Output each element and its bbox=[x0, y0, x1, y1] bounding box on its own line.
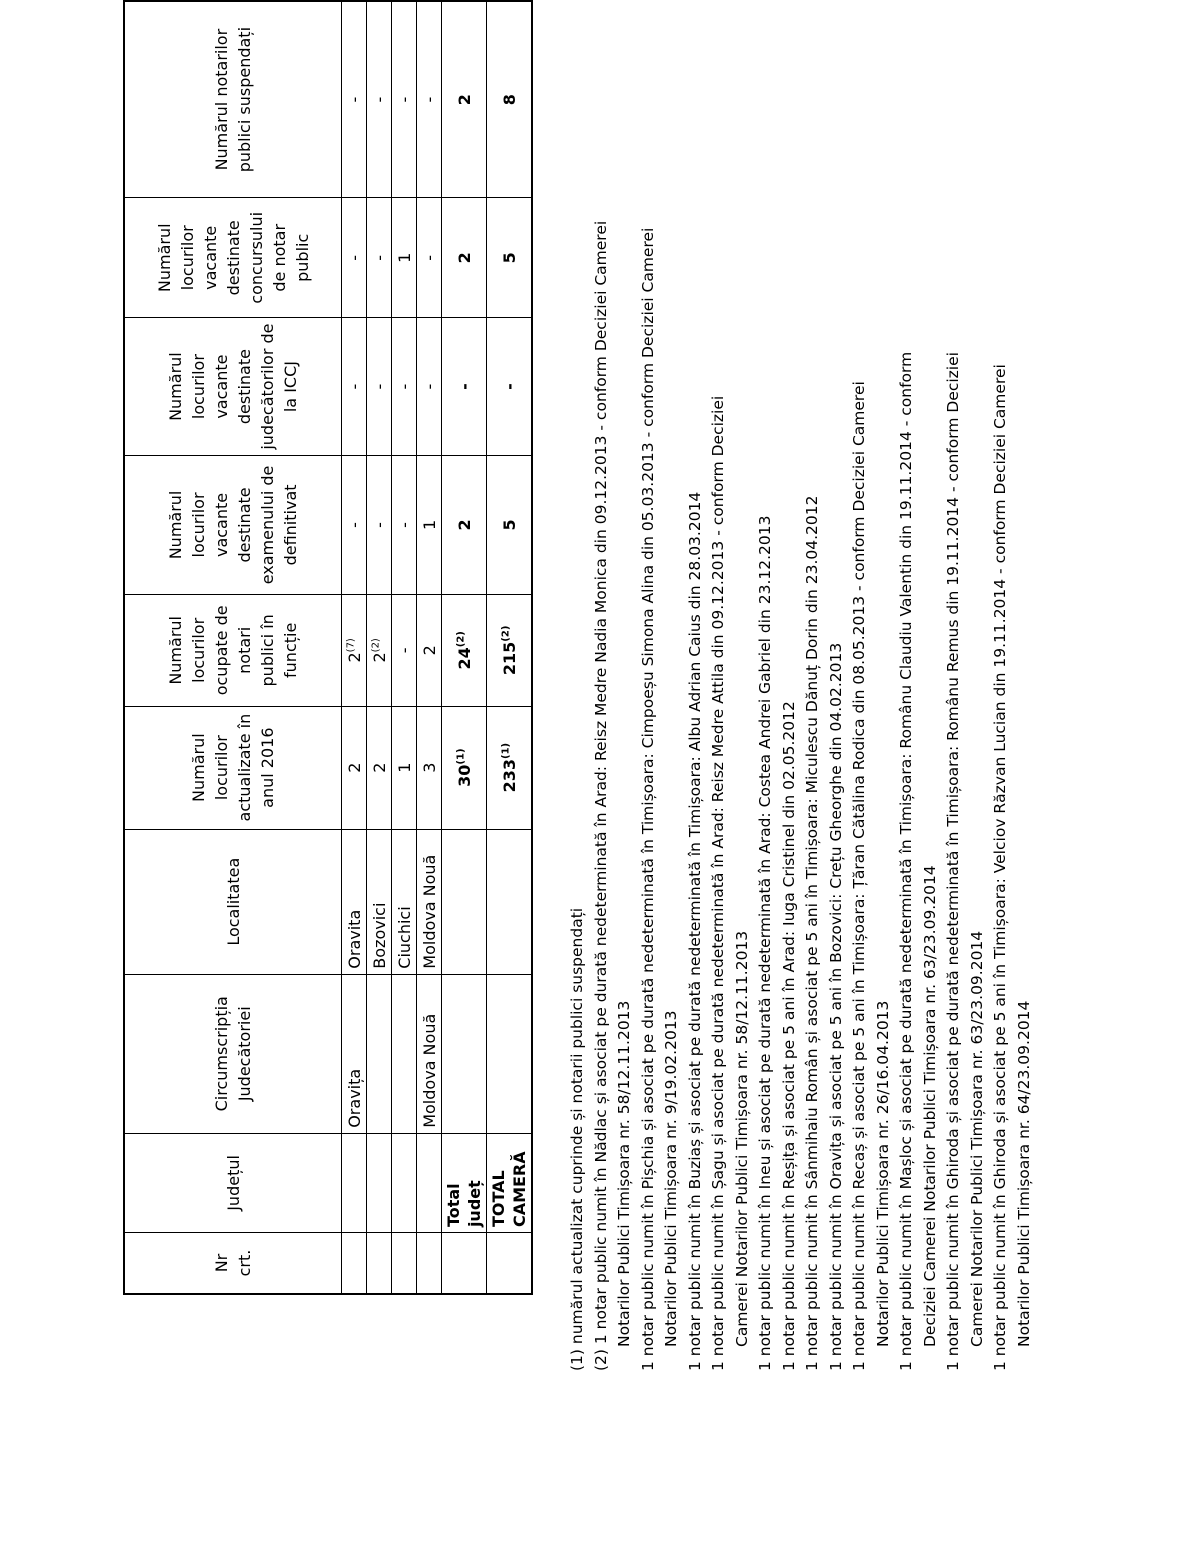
header-circumscriptie: Circumscripția Judecătoriei bbox=[124, 974, 342, 1133]
footnote-ref: (2) bbox=[500, 625, 512, 642]
footnote-line: (1) numărul actualizat cuprinde și notarii publici suspendați bbox=[568, 907, 586, 1371]
cell-vacante-iccj: - bbox=[367, 318, 392, 455]
footnote-line: Camerei Notarilor Publici Timișoara nr. 63/23.09.2014 bbox=[967, 930, 986, 1347]
cell-localitate bbox=[442, 829, 487, 974]
footnote-line: 1 notar public numit în Pișchia și asociat pe durată nedeterminată în Timișoara: Cimpoeșu Simona Alina din 05.03.2013 - conform Deciziei Camerei bbox=[638, 227, 657, 1371]
total-judet-ocupate bbox=[442, 595, 487, 707]
cell-locuri-actualizate: 3 bbox=[417, 706, 442, 829]
footnote-line: (2) 1 notar public numit în Nădlac și asociat pe durată nedeterminată în Arad: Reisz Medre Nadia Monica din 09.12.2013 - conform Deciziei Camerei bbox=[591, 220, 610, 1371]
cell-localitate: Oravita bbox=[342, 829, 367, 974]
cell-nr bbox=[487, 1233, 533, 1294]
footnote-ref: (1) bbox=[500, 742, 512, 759]
footnote-ref: (2) bbox=[455, 631, 467, 648]
footnote-line: 1 notar public numit în Ghiroda și asociat pe 5 ani în Timișoara: Velciov Răzvan Lucian din 19.11.2014 - conform Deciziei Camerei bbox=[991, 364, 1009, 1371]
cell-localitate: Moldova Nouă bbox=[417, 829, 442, 974]
cell-judet bbox=[342, 1133, 367, 1232]
total-judet-examen: 2 bbox=[442, 455, 487, 594]
notary-places-table bbox=[123, 0, 533, 1295]
footnote-line: 1 notar public numit în Buziaș și asociat pe durată nedeterminată în Timișoara: Albu Adrian Caius din 28.03.2014 bbox=[685, 491, 704, 1371]
footnote-line: Notarilor Publici Timișoara nr. 9/19.02.2013 bbox=[662, 1010, 680, 1347]
footnote-line: 1 notar public numit în Șagu și asociat pe durată nedeterminată în Arad: Reisz Medre Attila din 09.12.2013 - conform Deciziei bbox=[709, 395, 727, 1371]
cell-circumscriptie: Moldova Nouă bbox=[417, 974, 442, 1133]
cell-circumscriptie bbox=[487, 974, 533, 1133]
header-vacante-examen: Numărul locurilor vacante destinate examenului de definitivat bbox=[124, 455, 342, 594]
table-header-row bbox=[124, 1, 342, 1294]
value: 233 bbox=[499, 758, 519, 793]
cell-notari-suspendati: - bbox=[417, 1, 442, 198]
cell-locuri-ocupate bbox=[342, 595, 367, 707]
total-camera-examen: 5 bbox=[487, 455, 533, 594]
cell-nr bbox=[417, 1233, 442, 1294]
footnote-ref: (1) bbox=[455, 748, 467, 765]
cell-vacante-examen: 1 bbox=[417, 455, 442, 594]
footnote-ref: (2) bbox=[370, 638, 382, 653]
value: 215 bbox=[499, 641, 519, 676]
header-locuri-actualizate: Numărul locurilor actualizate în anul 2016 bbox=[124, 706, 342, 829]
cell-vacante-iccj: - bbox=[392, 318, 417, 455]
cell-judet bbox=[392, 1133, 417, 1232]
cell-vacante-examen: - bbox=[367, 455, 392, 594]
total-camera-suspendati: 8 bbox=[487, 1, 533, 198]
total-camera-actualizate bbox=[487, 706, 533, 829]
value: 2 bbox=[369, 652, 389, 663]
cell-notari-suspendati: - bbox=[392, 1, 417, 198]
cell-nr bbox=[367, 1233, 392, 1294]
value: 2 bbox=[344, 652, 364, 663]
footnote-ref: (7) bbox=[345, 638, 357, 653]
cell-nr bbox=[392, 1233, 417, 1294]
header-vacante-iccj: Numărul locurilor vacante destinate judecătorilor de la ICCJ bbox=[124, 318, 342, 455]
footnote-line: Notarilor Publici Timișoara nr. 58/12.11.2013 bbox=[615, 1000, 633, 1347]
footnote-line: 1 notar public numit în Mașloc și asociat pe durată nedeterminată în Timișoara: Românu Claudiu Valentin din 19.11.2014 - conform bbox=[897, 351, 915, 1371]
total-camera-label: TOTAL CAMERĂ bbox=[487, 1133, 533, 1232]
footnote-line: Notarilor Publici Timișoara nr. 64/23.09.2014 bbox=[1014, 1000, 1033, 1347]
header-nr: Nr crt. bbox=[124, 1233, 342, 1294]
footnote-line: 1 notar public numit în Ineu și asociat pe durată nedeterminată în Arad: Costea Andrei Gabriel din 23.12.2013 bbox=[756, 515, 774, 1371]
footnote-line: 1 notar public numit în Sânmihaiu Român și asociat pe 5 ani în Timișoara: Miculescu Dănuț Dorin din 23.04.2012 bbox=[803, 495, 821, 1371]
value: 2 bbox=[419, 645, 439, 656]
footnotes bbox=[566, 105, 1036, 1395]
total-camera-row bbox=[487, 1, 533, 1294]
footnote-line: 1 notar public numit în Oravița și asociat pe 5 ani în Bozovici: Crețu Gheorghe din 04.02.2013 bbox=[826, 642, 845, 1371]
cell-circumscriptie bbox=[442, 974, 487, 1133]
table-row bbox=[367, 1, 392, 1294]
footnote-line: Deciziei Camerei Notarilor Publici Timișoara nr. 63/23.09.2014 bbox=[920, 865, 939, 1347]
header-vacante-concurs: Numărul locurilor vacante destinate concursului de notar public bbox=[124, 198, 342, 318]
total-judet-label: Total județ bbox=[442, 1133, 487, 1232]
footnote-line: 1 notar public numit în Recaș și asociat pe 5 ani în Timișoara: Țăran Cătălina Rodica din 08.05.2013 - conform Deciziei Camerei bbox=[850, 381, 868, 1371]
cell-vacante-examen: - bbox=[342, 455, 367, 594]
cell-localitate bbox=[487, 829, 533, 974]
cell-notari-suspendati: - bbox=[342, 1, 367, 198]
cell-vacante-iccj: - bbox=[342, 318, 367, 455]
cell-locuri-ocupate bbox=[417, 595, 442, 707]
total-judet-actualizate bbox=[442, 706, 487, 829]
cell-localitate: Bozovici bbox=[367, 829, 392, 974]
cell-circumscriptie bbox=[392, 974, 417, 1133]
cell-vacante-concurs: - bbox=[342, 198, 367, 318]
total-judet-row bbox=[442, 1, 487, 1294]
cell-locuri-ocupate bbox=[392, 595, 417, 707]
total-judet-iccj: - bbox=[442, 318, 487, 455]
cell-vacante-iccj: - bbox=[417, 318, 442, 455]
cell-judet bbox=[417, 1133, 442, 1232]
header-judet: Județul bbox=[124, 1133, 342, 1232]
total-camera-iccj: - bbox=[487, 318, 533, 455]
cell-circumscriptie bbox=[367, 974, 392, 1133]
table-row bbox=[417, 1, 442, 1294]
footnote-line: Camerei Notarilor Publici Timișoara nr. 58/12.11.2013 bbox=[732, 930, 751, 1347]
header-localitate: Localitatea bbox=[124, 829, 342, 974]
cell-vacante-concurs: 1 bbox=[392, 198, 417, 318]
cell-vacante-concurs: - bbox=[367, 198, 392, 318]
value: - bbox=[394, 647, 414, 654]
cell-judet bbox=[367, 1133, 392, 1232]
cell-nr bbox=[342, 1233, 367, 1294]
cell-locuri-ocupate bbox=[367, 595, 392, 707]
table-row bbox=[342, 1, 367, 1294]
footnote-line: Notarilor Publici Timișoara nr. 26/16.04.2013 bbox=[873, 1000, 892, 1347]
cell-locuri-actualizate: 2 bbox=[367, 706, 392, 829]
cell-vacante-concurs: - bbox=[417, 198, 442, 318]
cell-circumscriptie: Oravița bbox=[342, 974, 367, 1133]
total-camera-ocupate bbox=[487, 595, 533, 707]
value: 24 bbox=[454, 647, 474, 670]
cell-vacante-examen: - bbox=[392, 455, 417, 594]
header-notari-suspendati: Numărul notarilor publici suspendați bbox=[124, 1, 342, 198]
total-judet-concurs: 2 bbox=[442, 198, 487, 318]
cell-localitate: Ciuchici bbox=[392, 829, 417, 974]
value: 30 bbox=[454, 764, 474, 787]
footnote-line: 1 notar public numit în Reșița și asociat pe 5 ani în Arad: Iuga Cristinel din 02.05.2012 bbox=[779, 701, 798, 1371]
cell-locuri-actualizate: 1 bbox=[392, 706, 417, 829]
table-row bbox=[392, 1, 417, 1294]
footnote-line: 1 notar public numit în Ghiroda și asociat pe durată nedeterminată în Timișoara: Românu Remus din 19.11.2014 - conform Deciziei bbox=[944, 352, 962, 1371]
total-camera-concurs: 5 bbox=[487, 198, 533, 318]
cell-notari-suspendati: - bbox=[367, 1, 392, 198]
cell-locuri-actualizate: 2 bbox=[342, 706, 367, 829]
header-locuri-ocupate: Numărul locurilor ocupate de notari publici în funcție bbox=[124, 595, 342, 707]
cell-nr bbox=[442, 1233, 487, 1294]
total-judet-suspendati: 2 bbox=[442, 1, 487, 198]
